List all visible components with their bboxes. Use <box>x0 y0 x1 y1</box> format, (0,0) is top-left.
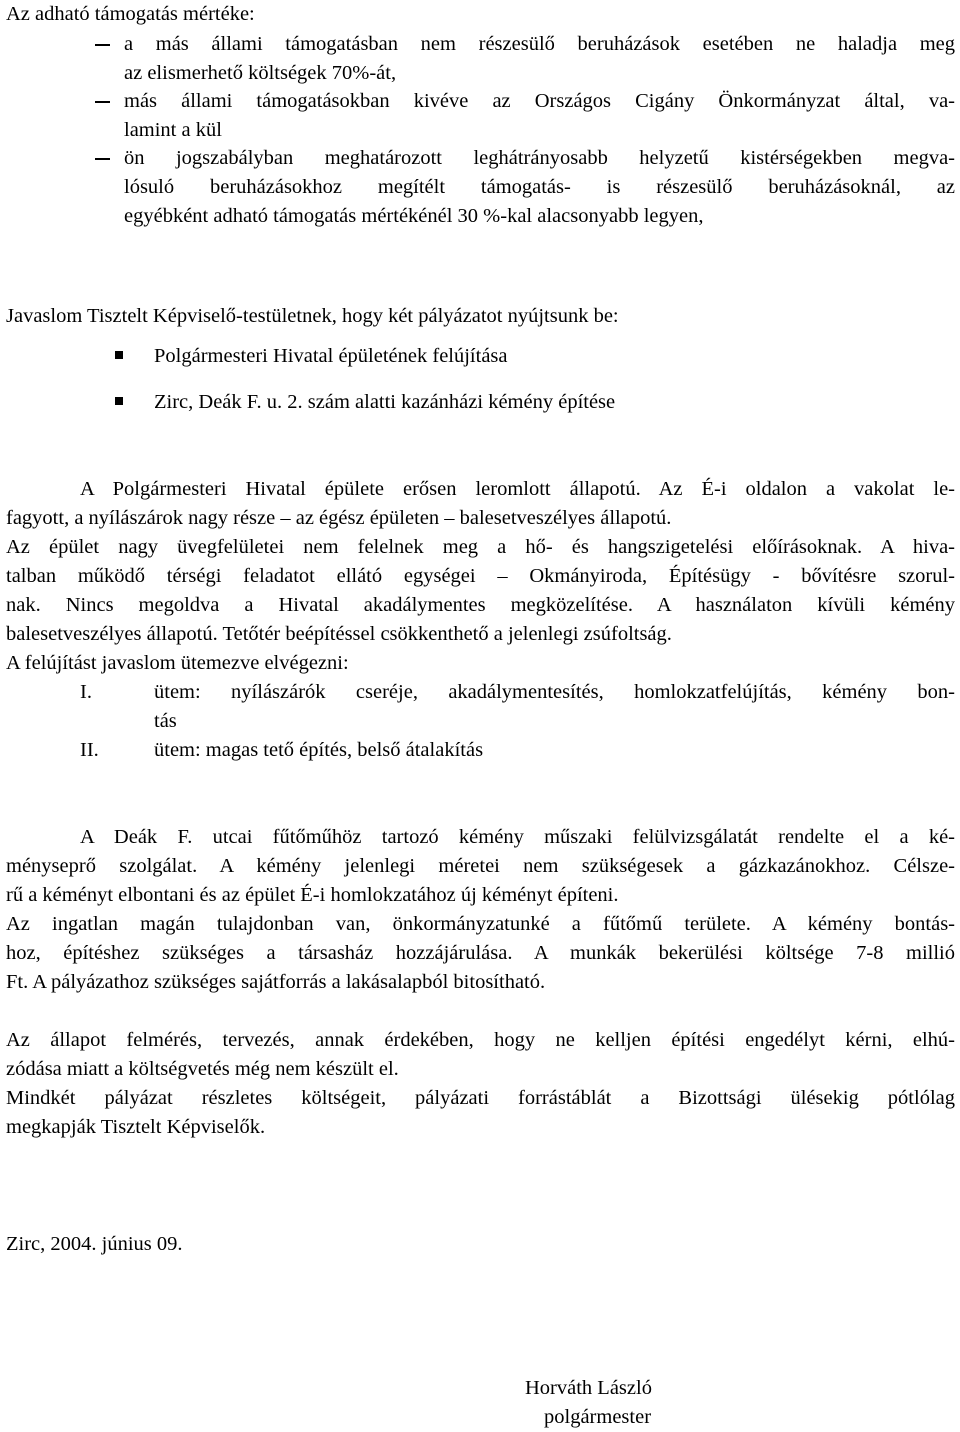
hivatal-line-2: fagyott, a nyílászárok nagy része – az égész épületen – balesetveszélyes állapotú. <box>6 507 672 529</box>
signature-name: Horváth László <box>525 1377 652 1399</box>
phase-1-line-1: ütem: nyílászárók cseréje, akadálymentesítés, homlokzatfelújítás, kémény bon- <box>154 681 955 703</box>
chimney-line-6: Ft. A pályázathoz szükséges sajátforrás a lakásalapból bitosítható. <box>6 971 546 993</box>
chimney-line-1: A Deák F. utcai fűtőműhöz tartozó kémény műszaki felülvizsgálatát rendelte el a ké- <box>80 826 955 848</box>
support-item-1-line-1: a más állami támogatásban nem részesülő beruházások esetében ne haladja meg <box>124 33 955 55</box>
hivatal-line-6: balesetveszélyes állapotú. Tetőtér beépítéssel csökkenthető a jelenlegi zsúfoltság. <box>6 623 672 645</box>
closing-line-2: zódása miatt a költségvetés még nem készült el. <box>6 1058 399 1080</box>
chimney-line-4: Az ingatlan magán tulajdonban van, önkormányzatunké a fűtőmű területe. A kémény bontás- <box>6 913 955 935</box>
phase-2-number: II. <box>80 739 99 761</box>
hivatal-line-7: A felújítást javaslom ütemezve elvégezni: <box>6 652 349 674</box>
phase-1-line-2: tás <box>154 710 177 732</box>
chimney-line-2: ményseprő szolgálat. A kémény jelenlegi méretei nem szükségesek a gázkazánokhoz. Célsze- <box>6 855 955 877</box>
support-item-3-line-3: egyébként adható támogatás mértékénél 30 %-kal alacsonyabb legyen, <box>124 205 704 227</box>
square-bullet <box>115 397 123 405</box>
chimney-line-3: rű a kéményt elbontani és az épület É-i homlokzatához új kéményt építeni. <box>6 884 619 906</box>
closing-line-3: Mindkét pályázat részletes költségeit, pályázati forrástáblát a Bizottsági ülésekig pótlólag <box>6 1087 955 1109</box>
document-date: Zirc, 2004. június 09. <box>6 1233 183 1255</box>
support-heading: Az adható támogatás mértéke: <box>6 3 255 25</box>
hivatal-line-4: talban működő térségi feladatot ellátó egységei – Okmányiroda, Építésügy - bővítésre szorul- <box>6 565 955 587</box>
support-item-2-line-1: más állami támogatásokban kivéve az Országos Cigány Önkormányzat által, va- <box>124 90 955 112</box>
hivatal-line-1: A Polgármesteri Hivatal épülete erősen leromlott állapotú. Az É-i oldalon a vakolat le- <box>80 478 955 500</box>
closing-line-1: Az állapot felmérés, tervezés, annak érdekében, hogy ne kelljen építési engedélyt kérni, elhú- <box>6 1029 955 1051</box>
support-item-2-line-2: lamint a kül <box>124 119 222 141</box>
square-bullet <box>115 351 123 359</box>
proposal-bullet-2: Zirc, Deák F. u. 2. szám alatti kazánházi kémény építése <box>154 391 616 413</box>
proposal-intro: Javaslom Tisztelt Képviselő-testületnek, hogy két pályázatot nyújtsunk be: <box>6 305 619 327</box>
support-item-1-line-2: az elismerhető költségek 70%-át, <box>124 62 397 84</box>
hivatal-line-3: Az épület nagy üvegfelületei nem felelnek meg a hő- és hangszigetelési előírásoknak. A hiva- <box>6 536 955 558</box>
dash-bullet <box>95 101 110 103</box>
closing-line-4: megkapják Tisztelt Képviselők. <box>6 1116 266 1138</box>
signature-title: polgármester <box>544 1406 652 1428</box>
support-item-3-line-2: lósuló beruházásokhoz megítélt támogatás- is részesülő beruházásoknál, az <box>124 176 955 198</box>
hivatal-line-5: nak. Nincs megoldva a Hivatal akadálymentes megközelítése. A használaton kívüli kémény <box>6 594 955 616</box>
chimney-line-5: hoz, építéshez szükséges a társasház hozzájárulása. A munkák bekerülési költsége 7-8 millió <box>6 942 955 964</box>
support-item-3-line-1: ön jogszabályban meghatározott leghátrányosabb helyzetű kistérségekben megva- <box>124 147 955 169</box>
dash-bullet <box>95 158 110 160</box>
phase-2-line-1: ütem: magas tető építés, belső átalakítás <box>154 739 484 761</box>
phase-1-number: I. <box>80 681 92 703</box>
proposal-bullet-1: Polgármesteri Hivatal épületének felújítása <box>154 345 508 367</box>
dash-bullet <box>95 44 110 46</box>
